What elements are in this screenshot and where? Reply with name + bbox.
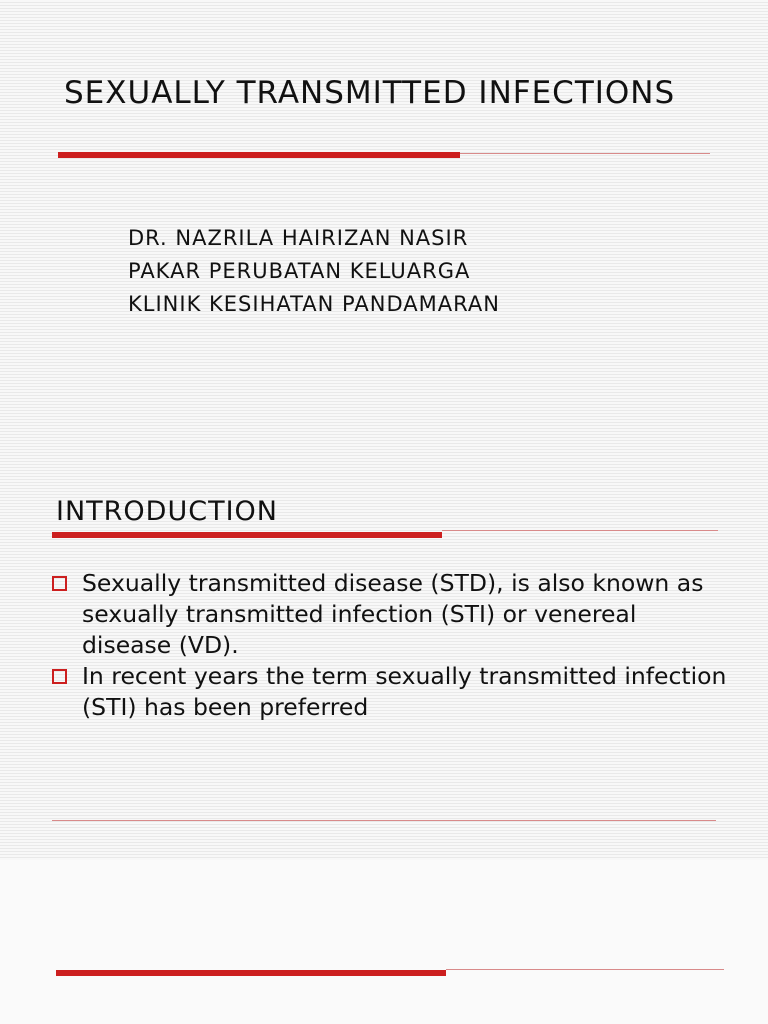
- partial-underline-thin: [446, 969, 724, 970]
- introduction-underline-thick: [52, 532, 442, 538]
- hollow-square-bullet-icon: [52, 576, 67, 591]
- introduction-underline-thin: [442, 530, 718, 531]
- title-underline-thin: [460, 153, 710, 154]
- partial-underline-thick: [56, 970, 446, 976]
- author-name: DR. NAZRILA HAIRIZAN NASIR: [128, 226, 469, 250]
- hollow-square-bullet-icon: [52, 669, 67, 684]
- slide-introduction: [0, 430, 768, 860]
- author-clinic: KLINIK KESIHATAN PANDAMARAN: [128, 292, 500, 316]
- list-item: [52, 661, 732, 723]
- introduction-heading: INTRODUCTION: [56, 496, 278, 527]
- slide-partial: [0, 860, 768, 1024]
- bullet-text: Sexually transmitted disease (STD), is also known as sexually transmitted infection (STI) or venereal disease (VD).: [82, 569, 704, 659]
- author-position: PAKAR PERUBATAN KELUARGA: [128, 259, 471, 283]
- bullet-text: In recent years the term sexually transmitted infection (STI) has been preferred: [82, 662, 727, 721]
- slide-title-heading: SEXUALLY TRANSMITTED INFECTIONS: [64, 75, 676, 111]
- author-block: [128, 222, 500, 321]
- title-underline-thick: [58, 152, 460, 158]
- list-item: [52, 568, 732, 661]
- slide-title: [0, 0, 768, 430]
- slide-divider-line: [52, 820, 716, 821]
- bullet-list: [52, 568, 732, 723]
